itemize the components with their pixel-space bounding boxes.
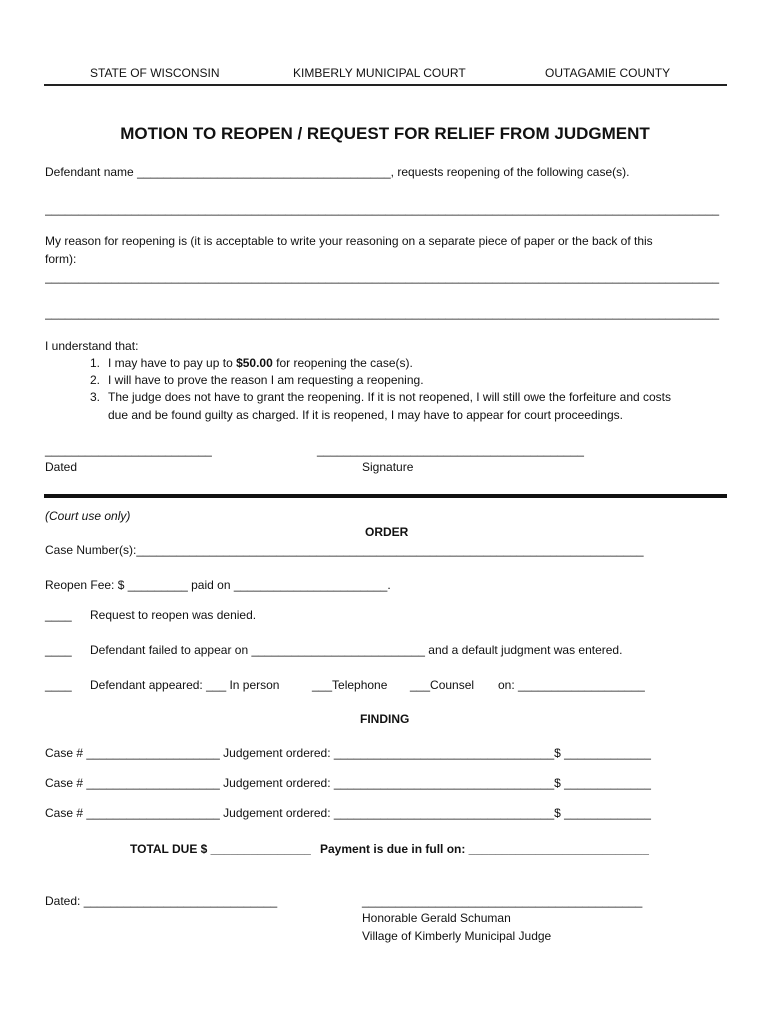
check-blank-appeared: ____ <box>45 678 72 692</box>
reason-blank-line-1: _____________________________________________________________________________________________________ <box>45 270 720 284</box>
reason-blank-line-2: _____________________________________________________________________________________________________ <box>45 306 720 320</box>
appeared-in-person: Defendant appeared: ___ In person <box>90 678 280 692</box>
understand-intro: I understand that: <box>45 339 139 353</box>
court-use-label: (Court use only) <box>45 509 131 523</box>
list-item-1-amount: $50.00 <box>236 356 273 370</box>
list-item-1-text-end: for reopening the case(s). <box>272 356 413 370</box>
finding-heading: FINDING <box>360 712 410 726</box>
list-item-2-num: 2. <box>90 373 101 387</box>
dated-line: _________________________ <box>45 443 212 457</box>
order-heading: ORDER <box>365 525 409 539</box>
reopen-fee-line: Reopen Fee: $ _________ paid on _______________________. <box>45 578 391 592</box>
list-item-1 <box>108 356 413 370</box>
judge-name: Honorable Gerald Schuman <box>362 911 511 925</box>
appeared-counsel: ___Counsel <box>410 678 475 692</box>
check-blank-failed: ____ <box>45 643 72 657</box>
total-due: TOTAL DUE $ _______________ <box>130 842 311 856</box>
page-title: MOTION TO REOPEN / REQUEST FOR RELIEF FROM JUDGMENT <box>120 124 650 143</box>
denied-text: Request to reopen was denied. <box>90 608 257 622</box>
reason-text: My reason for reopening is (it is acceptable to write your reasoning on a separate piece of paper or the back of this <box>45 234 653 248</box>
section-divider <box>44 494 727 498</box>
reason-text-cont: form): <box>45 252 77 266</box>
list-item-1-text: I may have to pay up to <box>108 356 237 370</box>
appeared-on-date: on: ___________________ <box>498 678 645 692</box>
list-item-1-num: 1. <box>90 356 101 370</box>
case-numbers-line: Case Number(s):____________________________________________________________________________ <box>45 543 644 557</box>
signature-line: ________________________________________ <box>317 443 584 457</box>
case-row-3: Case # ____________________ Judgement ordered: _________________________________$ _____________ <box>45 806 651 820</box>
list-item-3-cont: due and be found guilty as charged. If it is reopened, I may have to appear for court proceedings. <box>108 408 623 422</box>
appeared-telephone: ___Telephone <box>312 678 388 692</box>
check-blank-denied: ____ <box>45 608 72 622</box>
dated-label: Dated <box>45 460 78 474</box>
header-state: STATE OF WISCONSIN <box>90 66 220 80</box>
defendant-name-line: Defendant name ______________________________________, requests reopening of the following case(s). <box>45 165 630 179</box>
signature-label: Signature <box>362 460 414 474</box>
failed-appear-text: Defendant failed to appear on __________________________ and a default judgment was entered. <box>90 643 623 657</box>
list-item-3: The judge does not have to grant the reopening. If it is not reopened, I will still owe the forfeiture and costs <box>108 390 672 404</box>
list-item-3-num: 3. <box>90 390 101 404</box>
header-court: KIMBERLY MUNICIPAL COURT <box>293 66 466 80</box>
case-row-2: Case # ____________________ Judgement ordered: _________________________________$ _____________ <box>45 776 651 790</box>
list-item-2: I will have to prove the reason I am requesting a reopening. <box>108 373 424 387</box>
case-blank-line: _____________________________________________________________________________________________________ <box>45 202 720 216</box>
judge-title: Village of Kimberly Municipal Judge <box>362 929 552 943</box>
header-county: OUTAGAMIE COUNTY <box>545 66 671 80</box>
footer-dated: Dated: _____________________________ <box>45 894 278 908</box>
case-row-1: Case # ____________________ Judgement ordered: _________________________________$ _____________ <box>45 746 651 760</box>
judge-signature-line: __________________________________________ <box>362 894 643 908</box>
payment-due: Payment is due in full on: ___________________________ <box>320 842 649 856</box>
header-rule <box>44 84 727 86</box>
